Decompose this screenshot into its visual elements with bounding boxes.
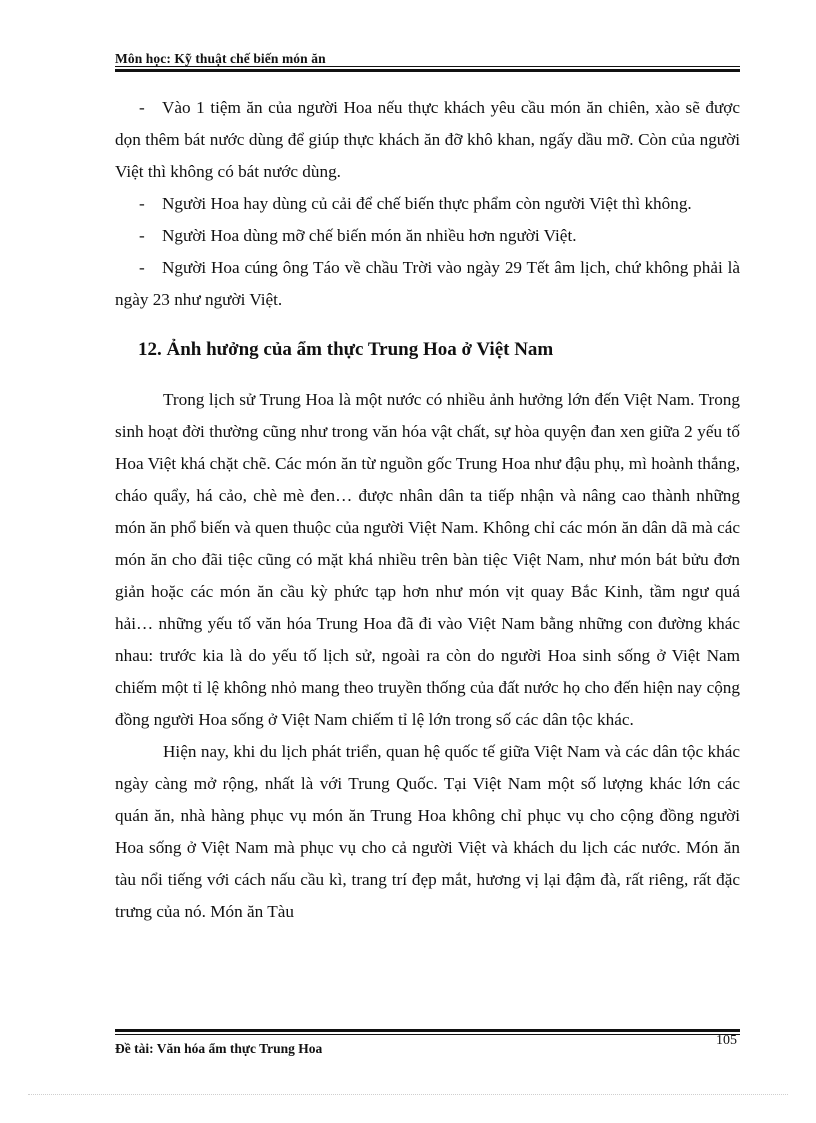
bullet-item [115,220,740,252]
running-header: Môn học: Kỹ thuật chế biến món ăn [115,51,326,66]
page-body [115,92,740,928]
page-number: 105 [716,1033,737,1048]
bullet-text: Người Hoa dùng mỡ chế biến món ăn nhiều hơn người Việt. [162,226,577,245]
footer-rule-thin [115,1034,740,1035]
body-paragraph: Trong lịch sử Trung Hoa là một nước có nhiều ảnh hưởng lớn đến Việt Nam. Trong sinh hoạt đời thường cũng như trong văn hóa vật chất, sự hòa quyện đan xen giữa 2 yếu tố Hoa Việt khá chặt chẽ. Các món ăn từ nguồn gốc Trung Hoa như đậu phụ, mì hoành thắng, cháo quẩy, há cảo, chè mè đen… được nhân dân ta tiếp nhận và nâng cao thành những món ăn phổ biến và quen thuộc của người Việt Nam. Không chỉ các món ăn dân dã mà các món ăn cho đãi tiệc cũng có mặt khá nhiều trên bàn tiệc Việt Nam, như món bát bửu đơn giản hoặc các món ăn cầu kỳ phức tạp hơn như món vịt quay Bắc Kinh, tầm ngư quá hải… những yếu tố văn hóa Trung Hoa đã đi vào Việt Nam bằng những con đường khác nhau: trước kia là do yếu tố lịch sử, ngoài ra còn do người Hoa sinh sống ở Việt Nam chiếm một tỉ lệ không nhỏ mang theo truyền thống của đất nước họ cho đến hiện nay cộng đồng người Hoa sống ở Việt Nam chiếm tỉ lệ lớn trong số các dân tộc khác. [115,390,740,729]
bullet-item [115,92,740,188]
bullet-item [115,252,740,316]
bullet-dash: - [139,98,145,117]
bullet-text: Vào 1 tiệm ăn của người Hoa nếu thực khách yêu cầu món ăn chiên, xào sẽ được dọn thêm bát nước dùng để giúp thực khách ăn đỡ khô khan, ngấy dầu mỡ. Còn của người Việt thì không có bát nước dùng. [115,98,740,181]
bullet-item [115,188,740,220]
section-heading: 12. Ảnh hưởng của ẩm thực Trung Hoa ở Việt Nam [138,339,554,360]
footer-rule-thick [115,1029,740,1032]
bullet-dash: - [139,226,145,245]
bullet-dash: - [139,194,145,213]
header-rule-thick [115,69,740,72]
body-paragraph: Hiện nay, khi du lịch phát triển, quan hệ quốc tế giữa Việt Nam và các dân tộc khác ngày càng mở rộng, nhất là với Trung Quốc. Tại Việt Nam một số lượng khác lớn các quán ăn, nhà hàng phục vụ món ăn Trung Hoa không chỉ phục vụ cho cộng đồng người Hoa sống ở Việt Nam mà phục vụ cho cả người Việt và khách du lịch các nước. Món ăn tàu nổi tiếng với cách nấu cầu kì, trang trí đẹp mắt, hương vị lại đậm đà, rất riêng, rất đặc trưng của nó. Món ăn Tàu [115,742,740,921]
bullet-text: Người Hoa hay dùng củ cải để chế biến thực phẩm còn người Việt thì không. [162,194,692,213]
bullet-text: Người Hoa cúng ông Táo về chầu Trời vào ngày 29 Tết âm lịch, chứ không phải là ngày 23 như người Việt. [115,258,740,309]
running-footer: Đề tài: Văn hóa ẩm thực Trung Hoa [115,1041,323,1056]
bullet-dash: - [139,258,145,277]
page-edge-dotted-line [28,1094,788,1095]
header-rule-thin [115,66,740,67]
